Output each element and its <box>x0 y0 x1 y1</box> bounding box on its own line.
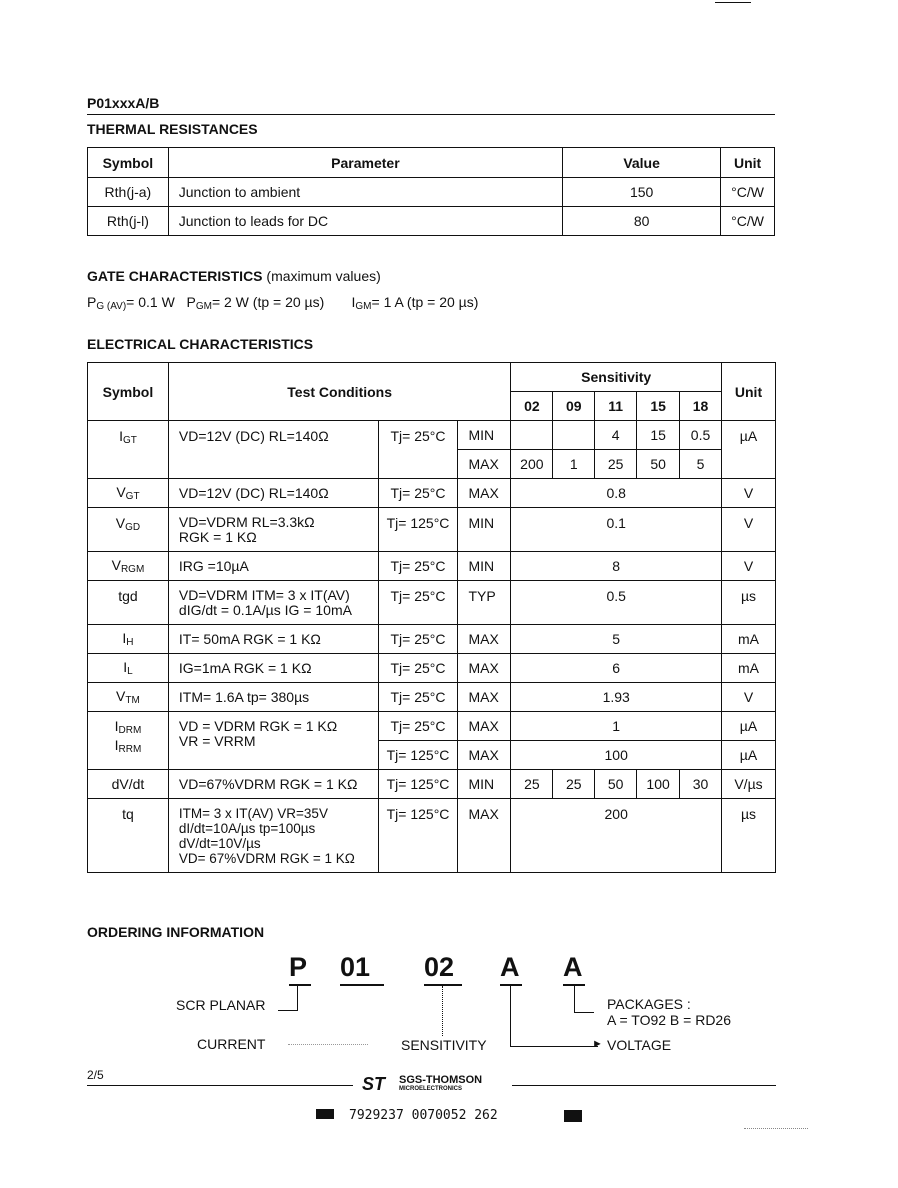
elec-header-test: Test Conditions <box>168 363 510 421</box>
barcode-block-right <box>564 1110 582 1122</box>
table-row <box>88 799 776 873</box>
gate-values <box>87 294 478 312</box>
cell: 5 <box>680 450 722 479</box>
cell <box>553 421 595 450</box>
cell: 4 <box>595 421 637 450</box>
connector-voltage <box>510 986 511 1046</box>
cell: 100 <box>511 741 722 770</box>
cell: $I_{GT}$ <box>88 421 169 479</box>
cell: µs <box>722 581 776 625</box>
cell: µA <box>722 712 776 741</box>
footer-rule-left <box>87 1085 353 1086</box>
code-current: 01 <box>340 952 371 982</box>
cell: 50 <box>595 770 637 799</box>
page-header-title: P01xxxA/B <box>87 95 160 111</box>
cell: µA <box>722 421 776 479</box>
electrical-table <box>87 362 776 873</box>
arrow-voltage-icon: ► <box>592 1038 603 1050</box>
cell: 0.5 <box>680 421 722 450</box>
cell: VD = VDRM RGK = 1 KΩ VR = VRRM <box>168 712 378 770</box>
sens-col: 09 <box>553 392 595 421</box>
cell: Rth(j-a) <box>88 178 169 207</box>
connector-current <box>288 1044 368 1045</box>
cell: VD=67%VDRM RGK = 1 KΩ <box>168 770 378 799</box>
barcode-text: 7929237 0070052 262 <box>349 1108 498 1123</box>
cell: $I_L$ <box>88 654 169 683</box>
cell: MAX <box>458 683 511 712</box>
cell: V <box>722 683 776 712</box>
cell: Junction to leads for DC <box>168 207 562 236</box>
cell: 1 <box>553 450 595 479</box>
cell: mA <box>722 625 776 654</box>
cell: dV/dt <box>88 770 169 799</box>
cell: tgd <box>88 581 169 625</box>
cell: MAX <box>458 625 511 654</box>
connector-voltage-h <box>510 1046 598 1047</box>
cell: 80 <box>563 207 721 236</box>
cell: Tj= 25°C <box>378 625 458 654</box>
scan-mark-top <box>715 2 751 3</box>
sens-col: 02 <box>511 392 553 421</box>
igm-symbol: I <box>351 294 356 310</box>
cell: $I_{DRM}$ $I_{RRM}$ <box>88 712 169 770</box>
cell: MIN <box>458 770 511 799</box>
cell: Tj= 25°C <box>378 712 458 741</box>
cell: 0.5 <box>511 581 722 625</box>
pgm-symbol: P <box>186 294 196 310</box>
code-voltage: A <box>500 952 520 982</box>
table-row <box>88 625 776 654</box>
cell: 30 <box>680 770 722 799</box>
cell: Tj= 125°C <box>378 799 458 873</box>
cell: MAX <box>458 654 511 683</box>
pgm-sub: GM <box>195 301 212 312</box>
table-row <box>88 178 775 207</box>
cell: MIN <box>458 552 511 581</box>
elec-header-symbol: Symbol <box>88 363 169 421</box>
cell: Junction to ambient <box>168 178 562 207</box>
cell: TYP <box>458 581 511 625</box>
cell: 8 <box>511 552 722 581</box>
table-row <box>88 421 776 450</box>
table-row <box>88 581 776 625</box>
cell: ITM= 3 x IT(AV) VR=35V dI/dt=10A/µs tp=100µs dV/dt=10V/µs VD= 67%VDRM RGK = 1 KΩ <box>168 799 378 873</box>
cell: VD=12V (DC) RL=140Ω <box>168 479 378 508</box>
cell: MAX <box>458 741 511 770</box>
elec-header-sensitivity: Sensitivity <box>511 363 722 392</box>
barcode-block-left <box>316 1109 334 1119</box>
cell: IT= 50mA RGK = 1 KΩ <box>168 625 378 654</box>
label-packages: PACKAGES : <box>607 996 691 1012</box>
cell: Tj= 25°C <box>378 654 458 683</box>
cell: µA <box>722 741 776 770</box>
connector-package <box>574 986 575 1012</box>
cell: 15 <box>637 421 680 450</box>
cell: MAX <box>458 450 511 479</box>
cell: 5 <box>511 625 722 654</box>
pgm-value: = 2 W (tp = 20 µs) <box>211 294 325 310</box>
cell: MIN <box>458 421 511 450</box>
sens-col: 15 <box>637 392 680 421</box>
cell: 0.1 <box>511 508 722 552</box>
label-voltage: VOLTAGE <box>607 1037 672 1053</box>
cell: $V_{GD}$ <box>88 508 169 552</box>
cell: V <box>722 479 776 508</box>
cell: IRG =10µA <box>168 552 378 581</box>
table-row <box>88 479 776 508</box>
cell: Tj= 125°C <box>378 741 458 770</box>
cell: Tj= 125°C <box>378 508 458 552</box>
connector-sensitivity <box>442 986 443 1036</box>
footer-rule-right <box>512 1085 776 1086</box>
cell: MIN <box>458 508 511 552</box>
label-current: CURRENT <box>197 1036 266 1052</box>
cell: Tj= 25°C <box>378 683 458 712</box>
label-scr-planar: SCR PLANAR <box>176 997 266 1013</box>
cell: V <box>722 552 776 581</box>
cell: IG=1mA RGK = 1 KΩ <box>168 654 378 683</box>
thermal-header-symbol: Symbol <box>88 148 169 178</box>
cell: 100 <box>637 770 680 799</box>
ordering-title: ORDERING INFORMATION <box>87 924 265 940</box>
cell: Tj= 25°C <box>378 552 458 581</box>
label-sensitivity: SENSITIVITY <box>401 1037 487 1053</box>
cell: MAX <box>458 479 511 508</box>
cell: 200 <box>511 450 553 479</box>
cell: V/µs <box>722 770 776 799</box>
cell: 150 <box>563 178 721 207</box>
underline-p <box>289 984 311 986</box>
cell: 25 <box>511 770 553 799</box>
thermal-table <box>87 147 775 236</box>
cell: VD=VDRM RL=3.3kΩ RGK = 1 KΩ <box>168 508 378 552</box>
cell: °C/W <box>721 207 775 236</box>
pg-symbol: P <box>87 294 97 310</box>
table-row <box>88 148 775 178</box>
table-row <box>88 207 775 236</box>
cell: $V_{TM}$ <box>88 683 169 712</box>
cell: Tj= 25°C <box>378 479 458 508</box>
table-row <box>88 654 776 683</box>
cell: V <box>722 508 776 552</box>
cell: 1 <box>511 712 722 741</box>
cell: 25 <box>595 450 637 479</box>
cell: $I_H$ <box>88 625 169 654</box>
cell: Tj= 25°C <box>378 581 458 625</box>
scan-mark-bottom <box>744 1128 808 1129</box>
connector-scr <box>297 986 298 1010</box>
gate-subtitle: (maximum values) <box>266 268 381 284</box>
sens-col: 11 <box>595 392 637 421</box>
electrical-title: ELECTRICAL CHARACTERISTICS <box>87 336 314 352</box>
cell: ITM= 1.6A tp= 380µs <box>168 683 378 712</box>
label-packages-options: A = TO92 B = RD26 <box>607 1012 732 1028</box>
thermal-header-value: Value <box>563 148 721 178</box>
connector-scr-h <box>278 1010 298 1011</box>
cell: MAX <box>458 799 511 873</box>
brand-sub: MICROELECTRONICS <box>399 1086 462 1092</box>
pg-sub: G (AV) <box>96 301 127 312</box>
cell: 200 <box>511 799 722 873</box>
igm-sub: GM <box>355 301 372 312</box>
code-p: P <box>289 952 308 982</box>
sens-col: 18 <box>680 392 722 421</box>
cell: °C/W <box>721 178 775 207</box>
thermal-header-parameter: Parameter <box>168 148 562 178</box>
cell: µs <box>722 799 776 873</box>
table-row <box>88 712 776 741</box>
table-row <box>88 770 776 799</box>
table-row <box>88 683 776 712</box>
cell: Tj= 25°C <box>378 421 458 479</box>
cell: tq <box>88 799 169 873</box>
gate-title <box>87 268 381 284</box>
igm-value: = 1 A (tp = 20 µs) <box>371 294 479 310</box>
thermal-header-unit: Unit <box>721 148 775 178</box>
cell: VD=12V (DC) RL=140Ω <box>168 421 378 479</box>
table-row <box>88 363 776 392</box>
pg-value: = 0.1 W <box>126 294 175 310</box>
header-rule <box>87 114 775 115</box>
cell: $V_{RGM}$ <box>88 552 169 581</box>
code-sensitivity: 02 <box>424 952 455 982</box>
cell: VD=VDRM ITM= 3 x IT(AV) dIG/dt = 0.1A/µs IG = 10mA <box>168 581 378 625</box>
cell: Tj= 125°C <box>378 770 458 799</box>
brand-block <box>399 1074 482 1093</box>
underline-voltage <box>500 984 522 986</box>
connector-package-h <box>574 1012 594 1013</box>
code-package: A <box>563 952 583 982</box>
brand-name: SGS-THOMSON <box>399 1074 483 1086</box>
elec-header-unit: Unit <box>722 363 776 421</box>
cell: mA <box>722 654 776 683</box>
cell: 6 <box>511 654 722 683</box>
underline-sensitivity <box>424 984 462 986</box>
cell <box>511 421 553 450</box>
table-row <box>88 552 776 581</box>
gate-title-text: GATE CHARACTERISTICS <box>87 268 263 284</box>
page-number: 2/5 <box>87 1068 104 1082</box>
cell: $V_{GT}$ <box>88 479 169 508</box>
st-logo-icon: ST <box>362 1074 386 1094</box>
cell: 0.8 <box>511 479 722 508</box>
table-row <box>88 508 776 552</box>
cell: Rth(j-l) <box>88 207 169 236</box>
cell: 25 <box>553 770 595 799</box>
underline-current <box>340 984 384 986</box>
thermal-title: THERMAL RESISTANCES <box>87 121 258 137</box>
cell: 50 <box>637 450 680 479</box>
cell: MAX <box>458 712 511 741</box>
cell: 1.93 <box>511 683 722 712</box>
